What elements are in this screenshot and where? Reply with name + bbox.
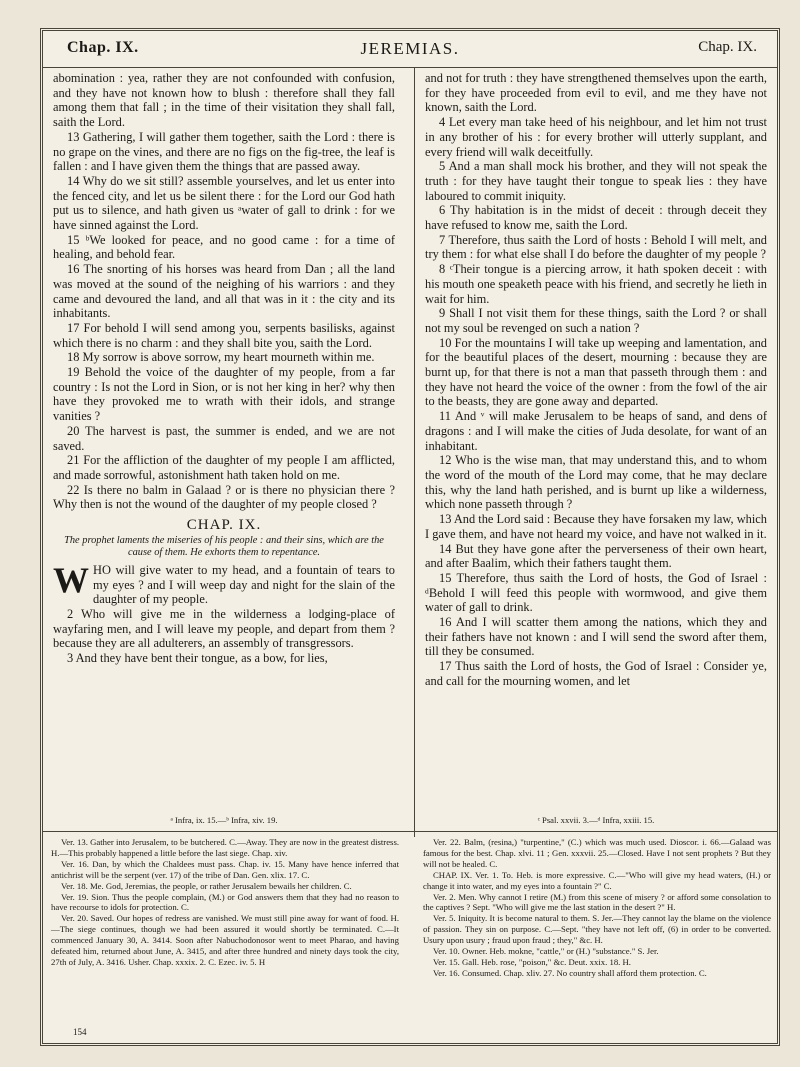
first-verse	[53, 559, 395, 607]
header-book-title: JEREMIAS.	[360, 39, 460, 58]
verse: 6 Thy habitation is in the midst of deceit : through deceit they have refused to know me, saith the Lord.	[425, 203, 767, 233]
cross-reference-right: ᶜ Psal. xxvii. 3.—ᵈ Infra, xxiii. 15.	[537, 815, 655, 825]
verse: and not for truth : they have strengthened themselves upon the earth, for they have proceeded from evil to evil, and me they have not known, saith the Lord.	[425, 71, 767, 115]
verse: 14 But they have gone after the perverseness of their own heart, and after Baalim, which their fathers taught them.	[425, 541, 767, 571]
book-page	[40, 28, 780, 1046]
verse: 7 Therefore, thus saith the Lord of hosts : Behold I will melt, and try them : for what else shall I do before the daughter of my people ?	[425, 232, 767, 262]
notes-separator	[43, 831, 777, 832]
verse: 10 For the mountains I will take up weeping and lamentation, and for the beautiful places of the desert, mourning : because they are burnt up, for that there is not a man that passeth through them : and they have not heard the voice of the owner : from the fowl of the air to the beasts, they are gone away and departed.	[425, 335, 767, 409]
note: Ver. 2. Men. Why cannot I retire (M.) from this scene of misery ? or afford some consolation to the captives ? Sept. "Who will give me the last station in the desert ?" H.	[423, 891, 771, 913]
header-chapter-right: Chap. IX.	[698, 39, 757, 55]
drop-cap: W	[53, 559, 89, 600]
cross-reference-left: ᵃ Infra, ix. 15.—ᵇ Infra, xiv. 19.	[170, 815, 278, 825]
verse: 19 Behold the voice of the daughter of my people, from a far country : Is not the Lord in Sion, or is not her king in her? why then have they provoked me to wrath with their idols, and strange vanities ?	[53, 365, 395, 424]
verse: 15 Therefore, thus saith the Lord of hosts, the God of Israel : ᵈBehold I will feed this people with wormwood, and give them water of gall to drink.	[425, 570, 767, 615]
note: Ver. 16. Consumed. Chap. xliv. 27. No country shall afford them protection. C.	[433, 967, 707, 978]
commentary-notes-right	[423, 837, 771, 979]
verse: 22 Is there no balm in Galaad ? or is there no physician there ? Why then is not the wound of the daughter of my people closed ?	[53, 482, 395, 512]
verse: 13 And the Lord said : Because they have forsaken my law, which I gave them, and have not heard my voice, and have not walked in it.	[425, 512, 767, 541]
note: Ver. 20. Saved. Our hopes of redress are vanished. We must still pine away for want of food. H.—The siege continues, though we had been assured it would shortly be terminated. C.—It commenced January 30, A. 3414. Soon after Nabuchodonosor went to meet Pharao, and having defeated him, returned about June, A. 3415, and after three hundred and ninety days took the city, 27th of July, A. 3416. Usher. Chap. xxxix. 2. C. Ezec. iv. 5. H	[51, 913, 399, 967]
verse: abomination : yea, rather they are not confounded with confusion, and they have not known how to blush : therefore shall they fall among them that fall ; in the time of their visitation they shall fall, saith the Lord.	[53, 71, 395, 130]
verse: 14 Why do we sit still? assemble yourselves, and let us enter into the fenced city, and let us be silent there : for the Lord our God hath put us to silence, and hath given us ᵃwater of gall to drink : for we have sinned against the Lord.	[53, 173, 395, 233]
left-text-column	[53, 71, 395, 831]
verse: 2 Who will give me in the wilderness a lodging-place of wayfaring men, and I will leave my people, and depart from them ? because they are all adulterers, an assembly of transgressors.	[53, 606, 395, 651]
verse: 16 The snorting of his horses was heard from Dan ; all the land was moved at the sound of the neighing of his warriors : and they came and devoured the land, and all that was in it : the city and its inhabitants.	[53, 262, 395, 321]
chapter-heading: CHAP. IX.	[186, 517, 262, 534]
column-divider	[414, 67, 415, 837]
verse: 15 ᵇWe looked for peace, and no good came : for a time of healing, and behold fear.	[53, 232, 395, 262]
verse: 11 And ᵛ will make Jerusalem to be heaps of sand, and dens of dragons : and I will make the cities of Juda desolate, for want of an inhabitant.	[425, 409, 767, 453]
note: Ver. 10. Owner. Heb. mokne, "cattle," or (H.) "substance." S. Jer.	[433, 946, 659, 957]
verse: 18 My sorrow is above sorrow, my heart mourneth within me.	[67, 350, 375, 365]
first-verse-text: HO will give water to my head, and a fountain of tears to my eyes ? and I will weep day and night for the slain of the daughter of my people.	[93, 562, 395, 607]
verse: 13 Gathering, I will gather them together, saith the Lord : there is no grape on the vines, and there are no figs on the fig-tree, the leaf is fallen : and I have given them the things that are passed away.	[53, 129, 395, 174]
verse: 8 ᶜTheir tongue is a piercing arrow, it hath spoken deceit : with his mouth one speaketh peace with his friend, and secretly he lieth in wait for him.	[425, 262, 767, 306]
commentary-notes-left	[51, 837, 399, 968]
header-chapter-left: Chap. IX.	[67, 39, 139, 56]
verse: 3 And they have bent their tongue, as a bow, for lies,	[67, 651, 328, 666]
verse: 17 For behold I will send among you, serpents basilisks, against which there is no charm : and they shall bite you, saith the Lord.	[53, 320, 395, 350]
verse: 17 Thus saith the Lord of hosts, the God of Israel : Consider ye, and call for the mourning women, and let	[425, 659, 767, 688]
note: Ver. 13. Gather into Jerusalem, to be butchered. C.—Away. They are now in the greatest distress. H.—This probably happened a little before the last siege. Chap. xiv.	[51, 837, 399, 858]
verse: 5 And a man shall mock his brother, and they will not speak the truth : for they have taught their tongue to speak lies : they have laboured to commit iniquity.	[425, 159, 767, 203]
running-header	[43, 31, 777, 68]
verse: 4 Let every man take heed of his neighbour, and let him not trust in any brother of his : for every brother will utterly supplant, and every friend will walk deceitfully.	[425, 115, 767, 159]
note: Ver. 5. Iniquity. It is become natural to them. S. Jer.—They cannot lay the blame on the violence of passion. They sin on purpose. C.—Sept. "they have not left off, (6) in order to be converted. Usury upon usury ; fraud upon fraud ; they," &c. H.	[423, 913, 771, 946]
note: Ver. 15. Gall. Heb. rose, "poison," &c. Deut. xxix. 18. H.	[433, 956, 631, 967]
note: Ver. 19. Sion. Thus the people complain, (M.) or God answers them that they had no reason to have recourse to idols for protection. C.	[51, 891, 399, 913]
note: Ver. 18. Me. God, Jeremias, the people, or rather Jerusalem bewails her children. C.	[61, 880, 352, 891]
verse: 9 Shall I not visit them for these things, saith the Lord ? or shall not my soul be revenged on such a nation ?	[425, 306, 767, 335]
chapter-summary: The prophet laments the miseries of his people : and their sins, which are the cause of them. He exhorts them to repentance.	[64, 534, 384, 558]
verse: 21 For the affliction of the daughter of my people I am afflicted, and made sorrowful, astonishment hath taken hold on me.	[53, 453, 395, 482]
page-number: 154	[73, 1027, 87, 1037]
right-text-column	[425, 71, 767, 831]
verse: 12 Who is the wise man, that may understand this, and to whom the word of the mouth of the Lord may come, that he may declare this, why the land hath perished, and is burnt up like a wilderness, which none passeth through ?	[425, 453, 767, 512]
verse: 16 And I will scatter them among the nations, which they and their fathers have not known : and I will send the sword after them, till they be consumed.	[425, 615, 767, 659]
note: CHAP. IX. Ver. 1. To. Heb. is more expressive. C.—"Who will give my head waters, (H.) or change it into water, and my eyes into a fountain ?" C.	[423, 869, 771, 891]
note: Ver. 22. Balm, (resina,) "turpentine," (C.) which was much used. Dioscor. i. 66.—Galaad was famous for the best. Chap. xlvi. 11 ; Gen. xxxvii. 25.—Closed. Have I not sent prophets ? But they will not be healed. C.	[423, 837, 771, 869]
note: Ver. 16. Dan, by which the Chaldees must pass. Chap. iv. 15. Many have hence inferred that antichrist will be the serpent (ver. 17) of the tribe of Dan. Gen. xlix. 17. C.	[51, 858, 399, 880]
verse: 20 The harvest is past, the summer is ended, and we are not saved.	[53, 423, 395, 453]
